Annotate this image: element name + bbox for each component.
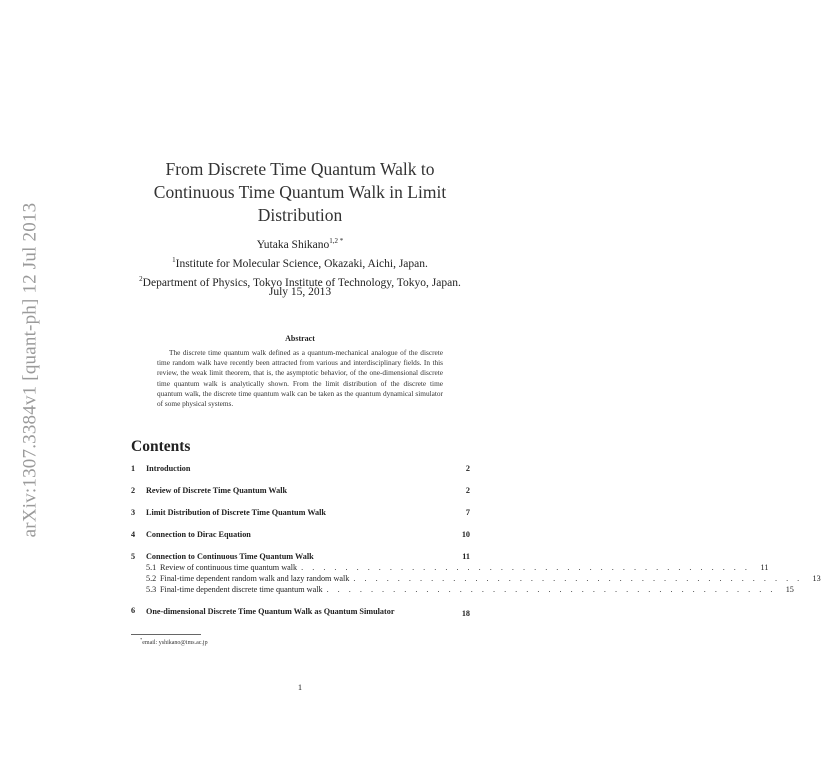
toc-label: Introduction (146, 464, 191, 473)
toc-page: 11 (462, 552, 470, 561)
toc-number: 1 (131, 464, 136, 473)
toc-number: 6 (131, 606, 136, 615)
toc-label: Limit Distribution of Discrete Time Quantum Walk (146, 508, 326, 517)
toc-entry[interactable] (131, 508, 470, 517)
toc-subentry[interactable] (131, 574, 821, 583)
footnote (140, 637, 208, 646)
affiliation (100, 253, 500, 272)
toc-label: One-dimensional Discrete Time Quantum Walk as Quantum Simulator (146, 607, 395, 616)
abstract-text: The discrete time quantum walk defined as a quantum-mechanical analogue of the discrete time random walk have recently been attracted from various and interdisciplinary fields. In this review, the weak limit theorem, that is, the asymptotic behavior, of the one-dimensional discrete time quantum walk is analytically shown. From the limit distribution of the discrete time quantum walk, the discrete time quantum walk can be taken as the quantum dynamical simulator of some physical systems. (157, 348, 443, 409)
toc-label: Review of continuous time quantum walk (160, 563, 298, 572)
toc-entry[interactable] (131, 530, 470, 539)
toc-page: 18 (461, 609, 470, 618)
toc-leader: . . . . . . . . . . . . . . . . . . . . . . . . . . . . . . . . . . . . . . . . . (301, 563, 751, 572)
affiliation-text: Institute for Molecular Science, Okazaki, Aichi, Japan. (175, 257, 428, 270)
toc-number: 5.2 (146, 574, 157, 583)
toc-leader: . . . . . . . . . . . . . . . . . . . . . . . . . . . . . . . . . . . . . . . . . (326, 585, 776, 594)
toc-page: 15 (785, 585, 794, 594)
footnote-rule (131, 634, 201, 635)
footnote-mark: * (140, 637, 143, 642)
toc-page: 13 (812, 574, 821, 583)
toc-page: 10 (461, 530, 470, 539)
toc-number: 5 (131, 552, 136, 561)
toc-number: 2 (131, 486, 136, 495)
author (100, 234, 500, 253)
title-line: Continuous Time Quantum Walk in Limit (153, 182, 447, 202)
toc-label: Final-time dependent random walk and lazy random walk (160, 574, 350, 583)
paper-title (130, 158, 470, 227)
title-line: Distribution (257, 205, 343, 225)
toc-page: 7 (465, 508, 470, 517)
toc-subentry[interactable] (131, 563, 769, 572)
toc-entry[interactable] (131, 552, 470, 561)
toc-label: Final-time dependent discrete time quantum walk (160, 585, 323, 594)
toc-entry[interactable] (131, 486, 470, 495)
toc-number: 3 (131, 508, 136, 517)
toc-number: 4 (131, 530, 136, 539)
toc-page: 11 (760, 563, 769, 572)
affiliation-text: Department of Physics, Tokyo Institute of Technology, Tokyo, Japan. (142, 276, 461, 289)
arxiv-stamp (10, 190, 50, 550)
toc-label: Connection to Dirac Equation (146, 530, 251, 539)
toc-label: Connection to Continuous Time Quantum Walk (146, 552, 314, 561)
toc-entry[interactable] (131, 606, 470, 618)
toc-entry[interactable] (131, 464, 470, 473)
paper-date: July 15, 2013 (268, 286, 332, 298)
toc-number: 5.1 (146, 563, 157, 572)
footnote-text: email: yshikano@ims.ac.jp (142, 640, 208, 646)
author-marks: 1,2 * (329, 237, 344, 245)
arxiv-stamp-text: arXiv:1307.3384v1 [quant-ph] 12 Jul 2013 (19, 202, 40, 538)
toc-page: 2 (465, 486, 470, 495)
contents-title: Contents (131, 438, 191, 455)
title-line: From Discrete Time Quantum Walk to (165, 159, 435, 179)
author-name: Yutaka Shikano (256, 238, 330, 251)
affiliation-mark: 2 (139, 274, 143, 283)
affiliation-mark: 1 (172, 255, 176, 264)
page-number: 1 (297, 682, 303, 692)
abstract-heading: Abstract (285, 334, 315, 343)
toc-page: 2 (465, 464, 470, 473)
toc-label: Review of Discrete Time Quantum Walk (146, 486, 288, 495)
toc-subentry[interactable] (131, 585, 794, 594)
author-block (100, 234, 500, 290)
toc-leader: . . . . . . . . . . . . . . . . . . . . . . . . . . . . . . . . . . . . . . . . . (353, 574, 803, 583)
toc-number: 5.3 (146, 585, 157, 594)
